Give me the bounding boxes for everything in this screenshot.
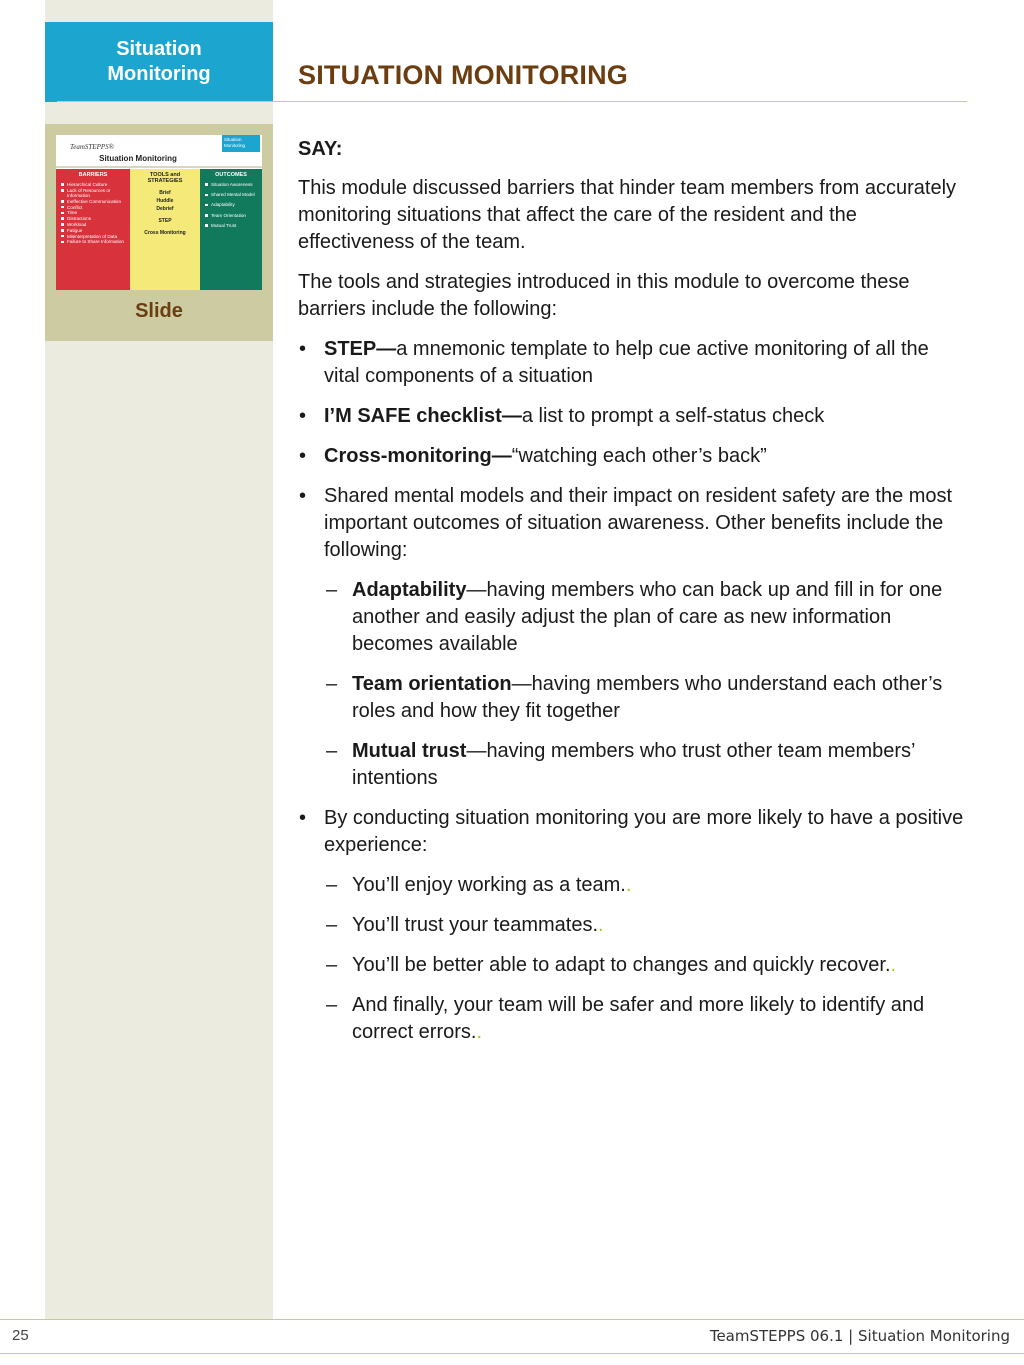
tool-item: Huddle bbox=[156, 198, 174, 204]
definition-adaptability: —having members who can back up and fill in for one another and easily adjust the plan of care as new information becomes available bbox=[352, 579, 943, 655]
tools-heading: TOOLS and STRATEGIES bbox=[147, 172, 183, 184]
term-cross-monitoring: Cross-monitoring— bbox=[324, 445, 512, 467]
experience-item-text: You’ll be better able to adapt to changes and quickly recover. bbox=[352, 954, 891, 976]
slide-tag-line2: Monitoring bbox=[224, 142, 246, 148]
outcome-item: Adaptability bbox=[203, 202, 259, 207]
slide-outcomes-column bbox=[200, 169, 262, 290]
list-item bbox=[298, 443, 966, 470]
barrier-item: Misinterpretation of Data bbox=[59, 234, 127, 239]
benefits-sublist bbox=[324, 577, 966, 792]
tools-intro-paragraph: The tools and strategies introduced in this module to overcome these barriers include the following: bbox=[298, 271, 910, 320]
slide-tools-column bbox=[130, 169, 200, 290]
accent-dot: . bbox=[890, 954, 897, 976]
barrier-item: Time bbox=[59, 210, 127, 215]
slide-tag bbox=[222, 135, 260, 152]
barrier-item: Conflict bbox=[59, 205, 127, 210]
barrier-item: Distractions bbox=[59, 216, 127, 221]
outcome-item: Situation Awareness bbox=[203, 182, 259, 187]
section-tab bbox=[45, 22, 273, 102]
experience-intro-text: By conducting situation monitoring you are more likely to have a positive experience: bbox=[324, 807, 964, 856]
footer-text: TeamSTEPPS 06.1 | Situation Monitoring bbox=[709, 1327, 1010, 1345]
say-label: SAY: bbox=[298, 138, 343, 160]
slide-thumbnail bbox=[56, 135, 262, 290]
experience-sublist bbox=[324, 872, 966, 1046]
page-number: 25 bbox=[12, 1327, 29, 1344]
list-item bbox=[298, 336, 966, 390]
definition-cross-monitoring: “watching each other’s back” bbox=[511, 445, 767, 467]
slide-divider bbox=[56, 166, 262, 168]
footer-divider-bottom bbox=[0, 1353, 1024, 1354]
bullet-list bbox=[298, 336, 966, 1046]
title-divider bbox=[57, 101, 967, 102]
outcome-item: Team Orientation bbox=[203, 213, 259, 218]
term-mutual-trust: Mutual trust bbox=[352, 740, 467, 762]
sublist-item bbox=[324, 872, 966, 899]
accent-dot: . bbox=[476, 1021, 483, 1043]
experience-item-text: And finally, your team will be safer and more likely to identify and correct errors. bbox=[352, 994, 925, 1043]
outcome-item: Shared Mental Model bbox=[203, 192, 259, 197]
term-im-safe: I’M SAFE checklist— bbox=[324, 405, 522, 427]
definition-im-safe: a list to prompt a self-status check bbox=[521, 405, 825, 427]
sublist-item bbox=[324, 912, 966, 939]
slide-brand: TeamSTEPPS® bbox=[70, 143, 114, 151]
barrier-item: Hierarchical Culture bbox=[59, 182, 127, 187]
list-item bbox=[298, 805, 966, 1046]
barrier-item: Workload bbox=[59, 222, 127, 227]
definition-mutual-trust: —having members who trust other team members’ intentions bbox=[352, 740, 915, 789]
barrier-item: Fatigue bbox=[59, 228, 127, 233]
experience-item-text: You’ll trust your teammates. bbox=[352, 914, 599, 936]
slide-title: Situation Monitoring bbox=[99, 154, 177, 163]
term-team-orientation: Team orientation bbox=[352, 673, 512, 695]
section-tab-line1: Situation bbox=[116, 38, 202, 60]
tool-item: STEP bbox=[158, 218, 172, 224]
barrier-item: Lack of Resources or Information bbox=[59, 188, 127, 198]
main-content bbox=[298, 136, 966, 1059]
sublist-item bbox=[324, 992, 966, 1046]
shared-mental-models-text: Shared mental models and their impact on resident safety are the most important outcomes of situation awareness. Other benefits include the following: bbox=[324, 485, 953, 561]
sublist-item bbox=[324, 577, 966, 658]
experience-item-text: You’ll enjoy working as a team. bbox=[352, 874, 626, 896]
term-adaptability: Adaptability bbox=[352, 579, 467, 601]
slide-panel bbox=[45, 124, 273, 341]
sublist-item bbox=[324, 952, 966, 979]
slide-caption: Slide bbox=[135, 300, 183, 322]
slide-tag-line1: Situation bbox=[224, 137, 242, 142]
slide-barriers-column bbox=[56, 169, 130, 290]
sublist-item bbox=[324, 738, 966, 792]
barriers-heading: BARRIERS bbox=[78, 172, 108, 178]
accent-dot: . bbox=[625, 874, 632, 896]
term-step: STEP— bbox=[324, 338, 397, 360]
tool-item: Debrief bbox=[156, 206, 174, 212]
sublist-item bbox=[324, 671, 966, 725]
intro-paragraph: This module discussed barriers that hinder team members from accurately monitoring situations that affect the care of the resident and the effectiveness of the team. bbox=[298, 177, 957, 253]
outcome-item: Mutual Trust bbox=[203, 223, 259, 228]
list-item bbox=[298, 483, 966, 792]
definition-team-orientation: —having members who understand each other’s roles and how they fit together bbox=[352, 673, 943, 722]
section-tab-line2: Monitoring bbox=[107, 63, 211, 85]
tool-item: Cross Monitoring bbox=[144, 230, 186, 236]
definition-step: a mnemonic template to help cue active monitoring of all the vital components of a situation bbox=[324, 338, 929, 387]
page-title: SITUATION MONITORING bbox=[298, 60, 628, 90]
barrier-item: Ineffective Communication bbox=[59, 199, 127, 204]
tool-item: Brief bbox=[159, 190, 171, 196]
accent-dot: . bbox=[598, 914, 604, 936]
footer-divider-top bbox=[0, 1319, 1024, 1320]
outcomes-heading: OUTCOMES bbox=[215, 172, 247, 178]
list-item bbox=[298, 403, 966, 430]
barrier-item: Failure to Share Information bbox=[59, 239, 127, 244]
